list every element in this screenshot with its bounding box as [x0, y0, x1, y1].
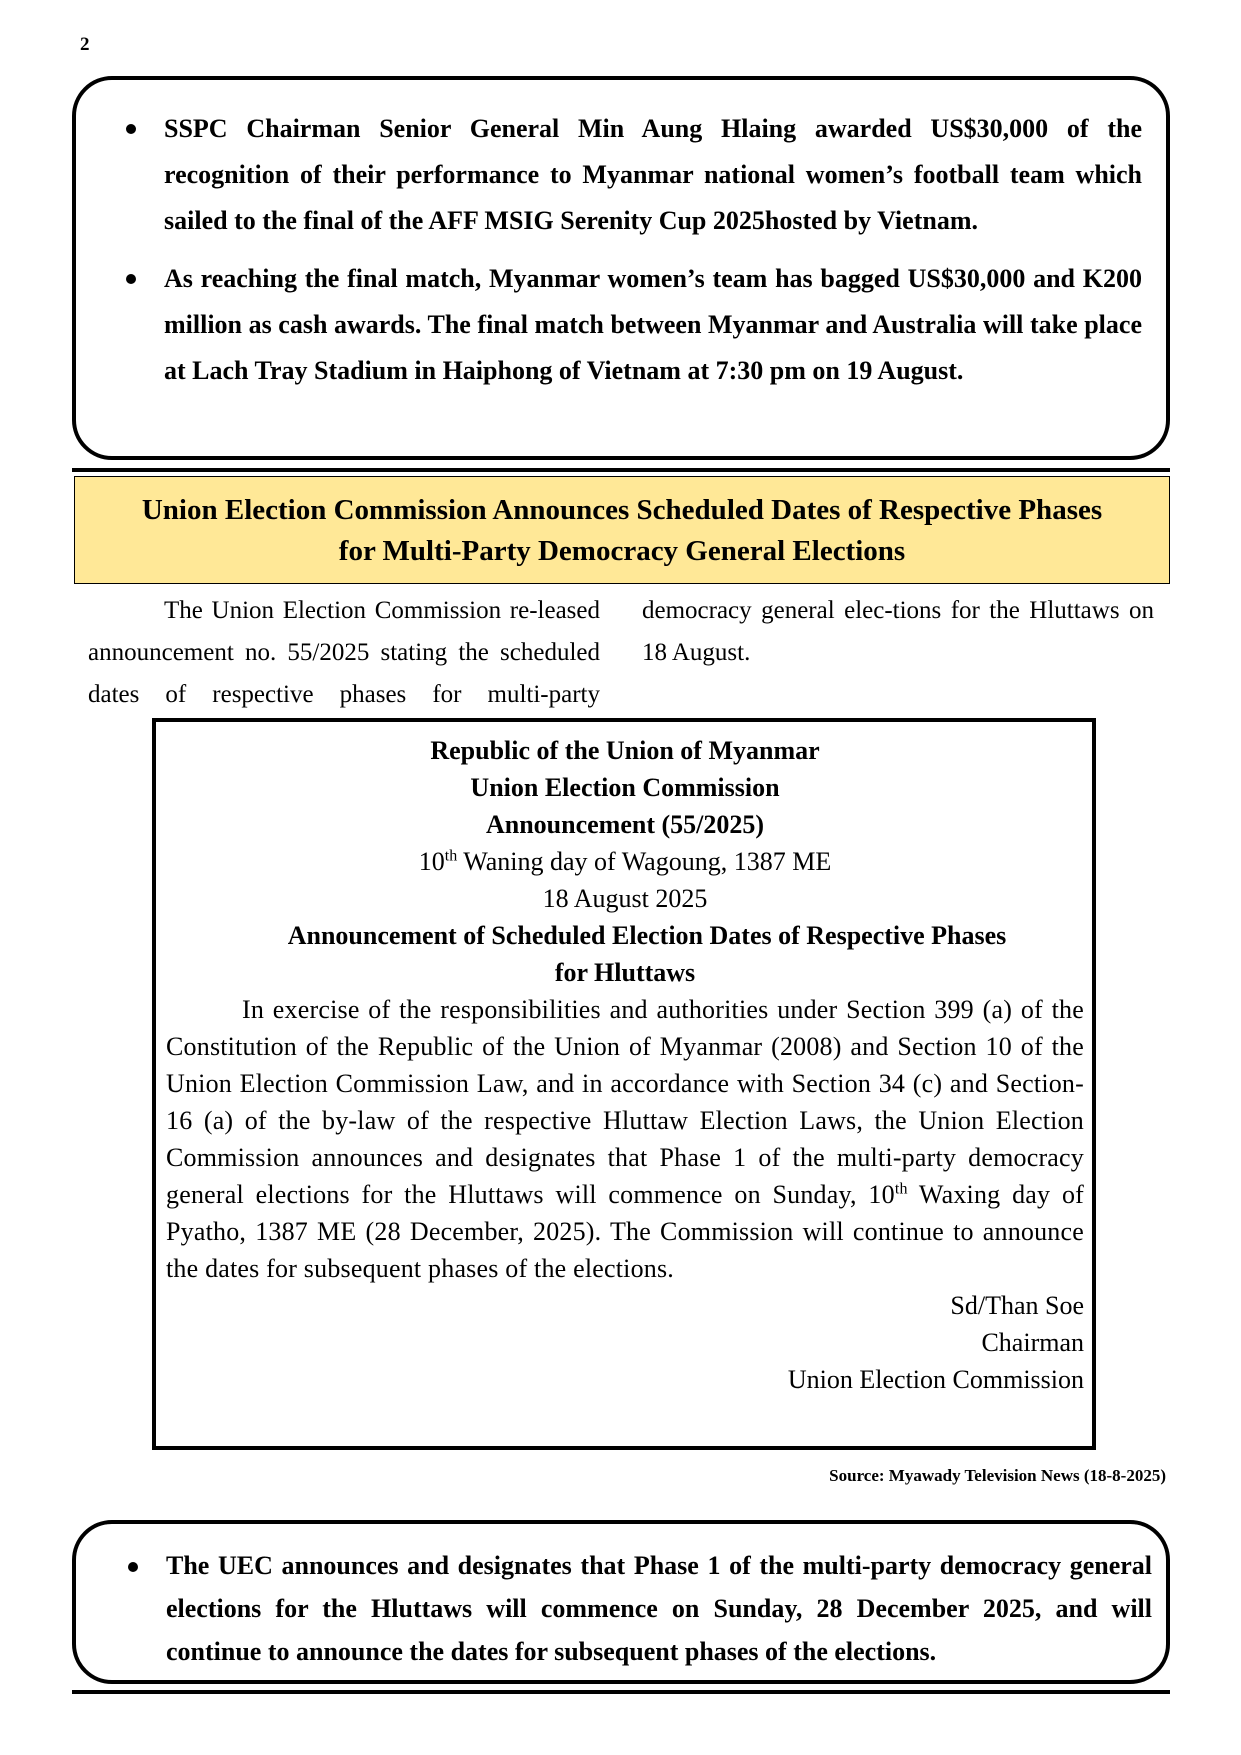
- summary-item: The UEC announces and designates that Phase 1 of the multi-party democracy general elections for the Hluttaws will commence on Sunday, 28 December 2025, and will continue to announce the dates for subsequent phases of the elections.: [128, 1544, 1152, 1673]
- notice-header-number: Announcement (55/2025): [485, 810, 765, 839]
- body-ordinal: th: [894, 1180, 908, 1198]
- notice-date-myanmar: [166, 843, 1084, 880]
- article-headline: [74, 476, 1170, 584]
- notice-header-republic: Republic of the Union of Myanmar: [430, 736, 820, 765]
- notice-title-line-1: Announcement of Scheduled Election Dates of Respective Phases: [287, 921, 1007, 950]
- section-divider: [72, 468, 1170, 472]
- headline-line-1: Union Election Commission Announces Scheduled Dates of Respective Phases: [141, 494, 1103, 526]
- date-rest: Waning day of Wagoung, 1387 ME: [457, 847, 832, 876]
- notice-signatory-org: Union Election Commission: [787, 1365, 1084, 1394]
- announcement-notice: [152, 718, 1096, 1450]
- body-part-2: Waxing day of Pyatho, 1387 ME (28 December, 2025). The Commission will continue to announce the dates for subsequent phases of the elections.: [166, 1180, 1084, 1283]
- notice-signature: Sd/Than Soe: [950, 1291, 1084, 1320]
- highlight-item: SSPC Chairman Senior General Min Aung Hlaing awarded US$30,000 of the recognition of their performance to Myanmar national women’s football team which sailed to the final of the AFF MSIG Serenity Cup 2025hosted by Vietnam.: [126, 106, 1142, 244]
- body-part-1: In exercise of the responsibilities and authorities under Section 399 (a) of the Constitution of the Republic of the Union of Myanmar (2008) and Section 10 of the Union Election Commission Law, and in accordance with Section 34 (c) and Section-16 (a) of the by-law of the respective Hluttaw Election Laws, the Union Election Commission announces and designates that Phase 1 of the multi-party democracy general elections for the Hluttaws will commence on Sunday, 10: [166, 995, 1084, 1209]
- highlight-item: As reaching the final match, Myanmar women’s team has bagged US$30,000 and K200 million as cash awards. The final match between Myanmar and Australia will take place at Lach Tray Stadium in Haiphong of Vietnam at 7:30 pm on 19 August.: [126, 256, 1142, 394]
- highlights-list: [126, 106, 1142, 394]
- source-credit: Source: Myawady Television News (18-8-2025): [829, 1466, 1166, 1485]
- highlights-box-bottom: [72, 1520, 1170, 1684]
- footer-divider: [72, 1690, 1170, 1694]
- intro-paragraph: The Union Election Commission re-leased announcement no. 55/2025 stating the scheduled dates of respective phases for multi-party democracy general elec-tions for the Hluttaws on 18 August.: [88, 597, 1154, 708]
- notice-header-commission: Union Election Commission: [470, 773, 780, 802]
- notice-body: [166, 991, 1084, 1287]
- notice-signatory-title: Chairman: [981, 1328, 1084, 1357]
- article-intro: [88, 590, 1154, 716]
- notice-title-line-2: for Hluttaws: [554, 958, 696, 987]
- headline-line-2: for Multi-Party Democracy General Elections: [338, 535, 906, 567]
- highlights-box-top: [72, 76, 1170, 460]
- notice-date-gregorian: 18 August 2025: [542, 884, 708, 913]
- date-day: 10: [418, 847, 445, 876]
- summary-list: [128, 1544, 1152, 1673]
- page-number: 2: [80, 34, 90, 55]
- date-ordinal: th: [444, 847, 458, 865]
